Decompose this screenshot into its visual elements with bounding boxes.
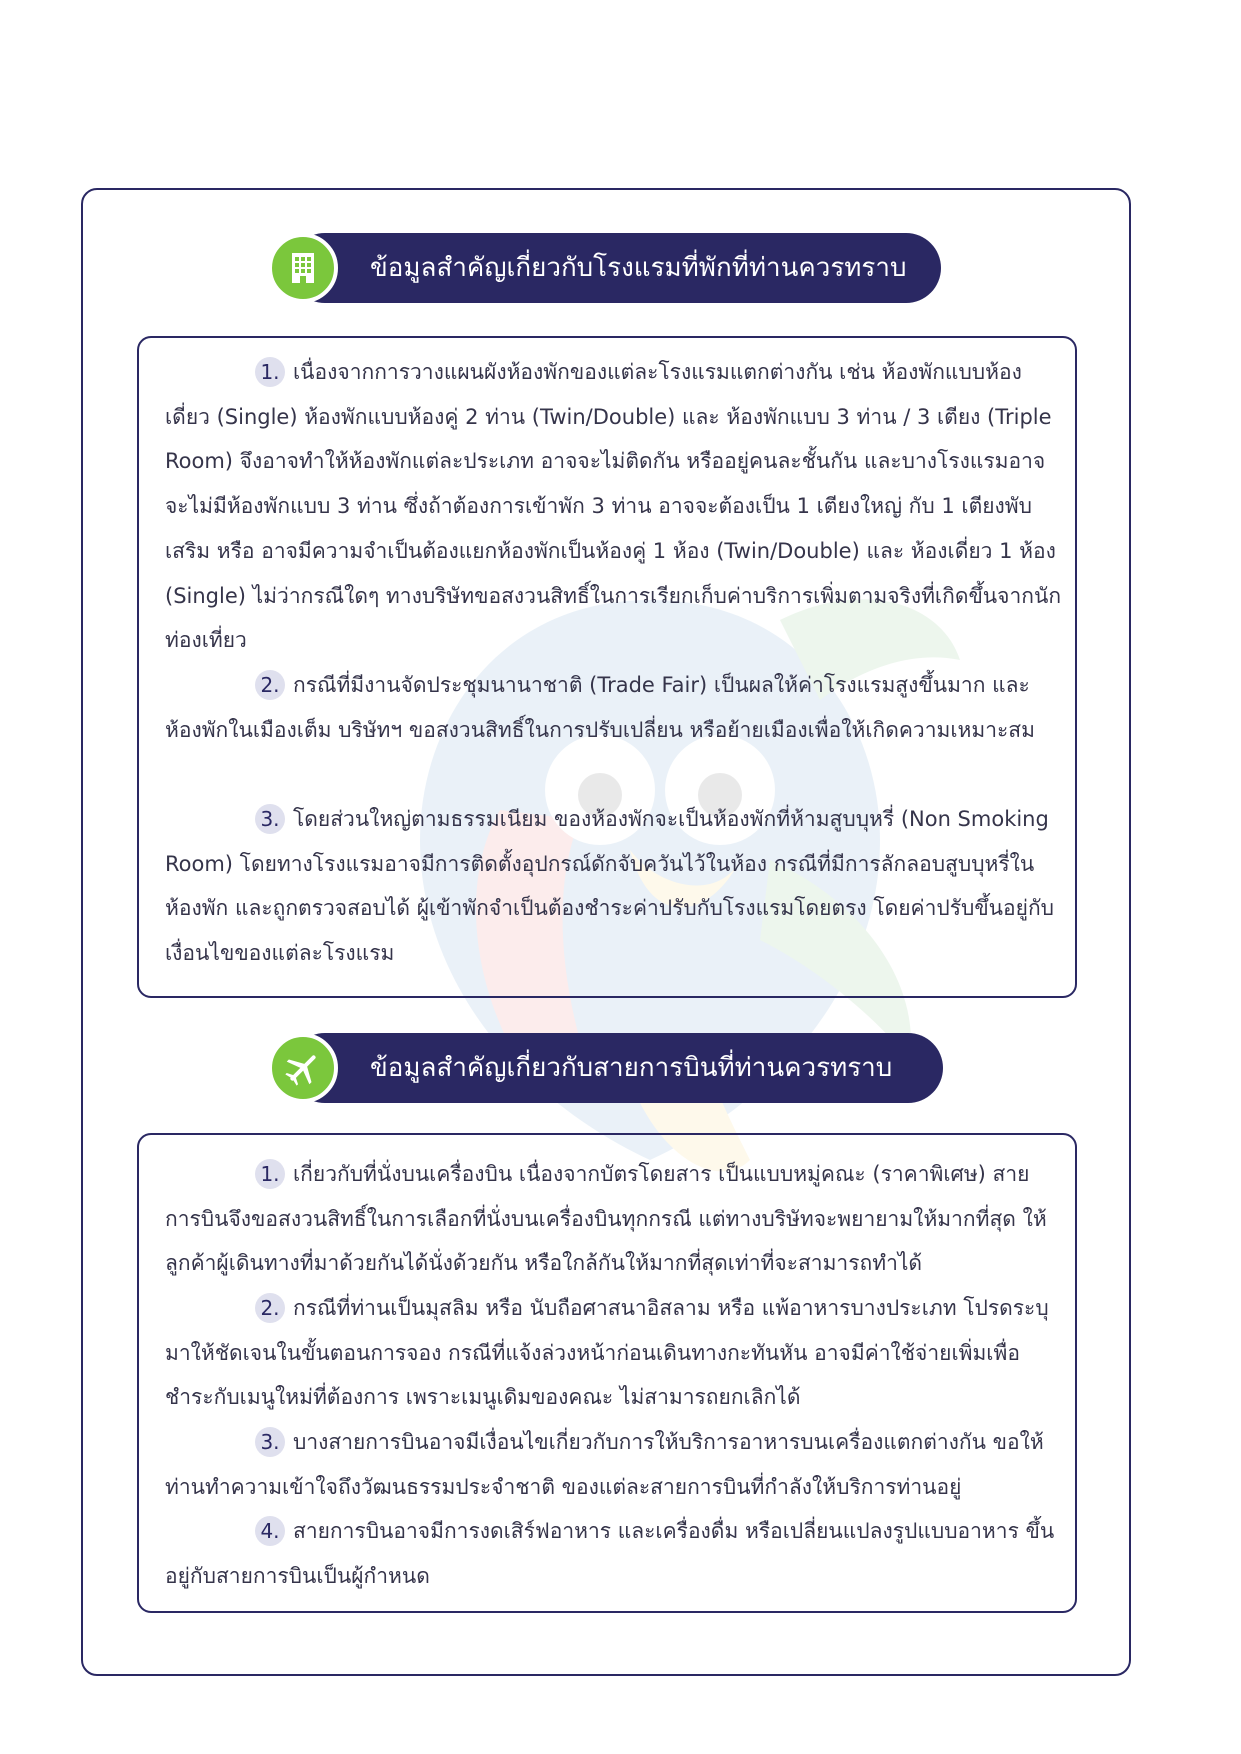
building-icon bbox=[268, 233, 338, 303]
hotel-item-1 bbox=[165, 350, 1065, 663]
hotel-item-3 bbox=[165, 797, 1065, 976]
hotel-item-1-number: 1. bbox=[255, 357, 285, 387]
airline-item-1 bbox=[165, 1152, 1065, 1286]
airline-item-3 bbox=[165, 1420, 1065, 1509]
airline-section-title: ข้อมูลสำคัญเกี่ยวกับสายการบินที่ท่านควรทราบ bbox=[370, 1053, 893, 1083]
hotel-item-3-number: 3. bbox=[255, 804, 285, 834]
airplane-icon bbox=[268, 1033, 338, 1103]
hotel-section-banner bbox=[290, 233, 941, 303]
airline-item-3-number: 3. bbox=[255, 1427, 285, 1457]
hotel-item-2-number: 2. bbox=[255, 670, 285, 700]
hotel-item-2 bbox=[165, 663, 1065, 752]
hotel-section-title: ข้อมูลสำคัญเกี่ยวกับโรงแรมที่พักที่ท่านควรทราบ bbox=[370, 253, 907, 283]
airline-item-2-number: 2. bbox=[255, 1293, 285, 1323]
airline-item-4-text: สายการบินอาจมีการงดเสิร์ฟอาหาร และเครื่องดื่ม หรือเปลี่ยนแปลงรูปแบบอาหาร ขึ้นอยู่กับสายการบินเป็นผู้กำหนด bbox=[165, 1519, 1055, 1588]
hotel-item-1-text: เนื่องจากการวางแผนผังห้องพักของแต่ละโรงแรมแตกต่างกัน เช่น ห้องพักแบบห้องเดี่ยว (Single) ห้องพักแบบห้องคู่ 2 ท่าน (Twin/Double) และ ห้องพักแบบ 3 ท่าน / 3 เตียง (Triple Room) จึงอาจทำให้ห้องพักแต่ละประเภท อาจจะไม่ติดกัน หรืออยู่คนละชั้นกัน และบางโรงแรมอาจจะไม่มีห้องพักแบบ 3 ท่าน ซึ่งถ้าต้องการเข้าพัก 3 ท่าน อาจจะต้องเป็น 1 เตียงใหญ่ กับ 1 เตียงพับเสริม หรือ อาจมีความจำเป็นต้องแยกห้องพักเป็นห้องคู่ 1 ห้อง (Twin/Double) และ ห้องเดี่ยว 1 ห้อง (Single) ไม่ว่ากรณีใดๆ ทางบริษัทขอสงวนสิทธิ์ในการเรียกเก็บค่าบริการเพิ่มตามจริงที่เกิดขึ้นจากนักท่องเที่ยว bbox=[165, 360, 1062, 653]
airline-item-4-number: 4. bbox=[255, 1516, 285, 1546]
hotel-item-3-text: โดยส่วนใหญ่ตามธรรมเนียม ของห้องพักจะเป็นห้องพักที่ห้ามสูบบุหรี่ (Non Smoking Room) โดยทางโรงแรมอาจมีการติดตั้งอุปกรณ์ดักจับควันไว้ในห้อง กรณีที่มีการลักลอบสูบบุหรี่ในห้องพัก และถูกตรวจสอบได้ ผู้เข้าพักจำเป็นต้องชำระค่าปรับกับโรงแรมโดยตรง โดยค่าปรับขึ้นอยู่กับเงื่อนไขของแต่ละโรงแรม bbox=[165, 807, 1054, 966]
airline-item-2 bbox=[165, 1286, 1065, 1420]
airline-item-1-number: 1. bbox=[255, 1159, 285, 1189]
airline-item-4 bbox=[165, 1509, 1065, 1598]
airline-item-3-text: บางสายการบินอาจมีเงื่อนไขเกี่ยวกับการให้บริการอาหารบนเครื่องแตกต่างกัน ขอให้ท่านทำความเข้าใจถึงวัฒนธรรมประจำชาติ ของแต่ละสายการบินที่กำลังให้บริการท่านอยู่ bbox=[165, 1430, 1044, 1499]
hotel-item-2-text: กรณีที่มีงานจัดประชุมนานาชาติ (Trade Fair) เป็นผลให้ค่าโรงแรมสูงขึ้นมาก และห้องพักในเมืองเต็ม บริษัทฯ ขอสงวนสิทธิ์ในการปรับเปลี่ยน หรือย้ายเมืองเพื่อให้เกิดความเหมาะสม bbox=[165, 673, 1035, 742]
airline-section-banner bbox=[290, 1033, 943, 1103]
airline-item-1-text: เกี่ยวกับที่นั่งบนเครื่องบิน เนื่องจากบัตรโดยสาร เป็นแบบหมู่คณะ (ราคาพิเศษ) สายการบินจึงขอสงวนสิทธิ์ในการเลือกที่นั่งบนเครื่องบินทุกกรณี แต่ทางบริษัทจะพยายามให้มากที่สุด ให้ลูกค้าผู้เดินทางที่มาด้วยกันได้นั่งด้วยกัน หรือใกล้กันให้มากที่สุดเท่าที่จะสามารถทำได้ bbox=[165, 1162, 1047, 1276]
airline-item-2-text: กรณีที่ท่านเป็นมุสลิม หรือ นับถือศาสนาอิสลาม หรือ แพ้อาหารบางประเภท โปรดระบุมาให้ชัดเจนในขั้นตอนการจอง กรณีที่แจ้งล่วงหน้าก่อนเดินทางกะทันหัน อาจมีค่าใช้จ่ายเพิ่มเพื่อชำระกับเมนูใหม่ที่ต้องการ เพราะเมนูเดิมของคณะ ไม่สามารถยกเลิกได้ bbox=[165, 1296, 1049, 1410]
